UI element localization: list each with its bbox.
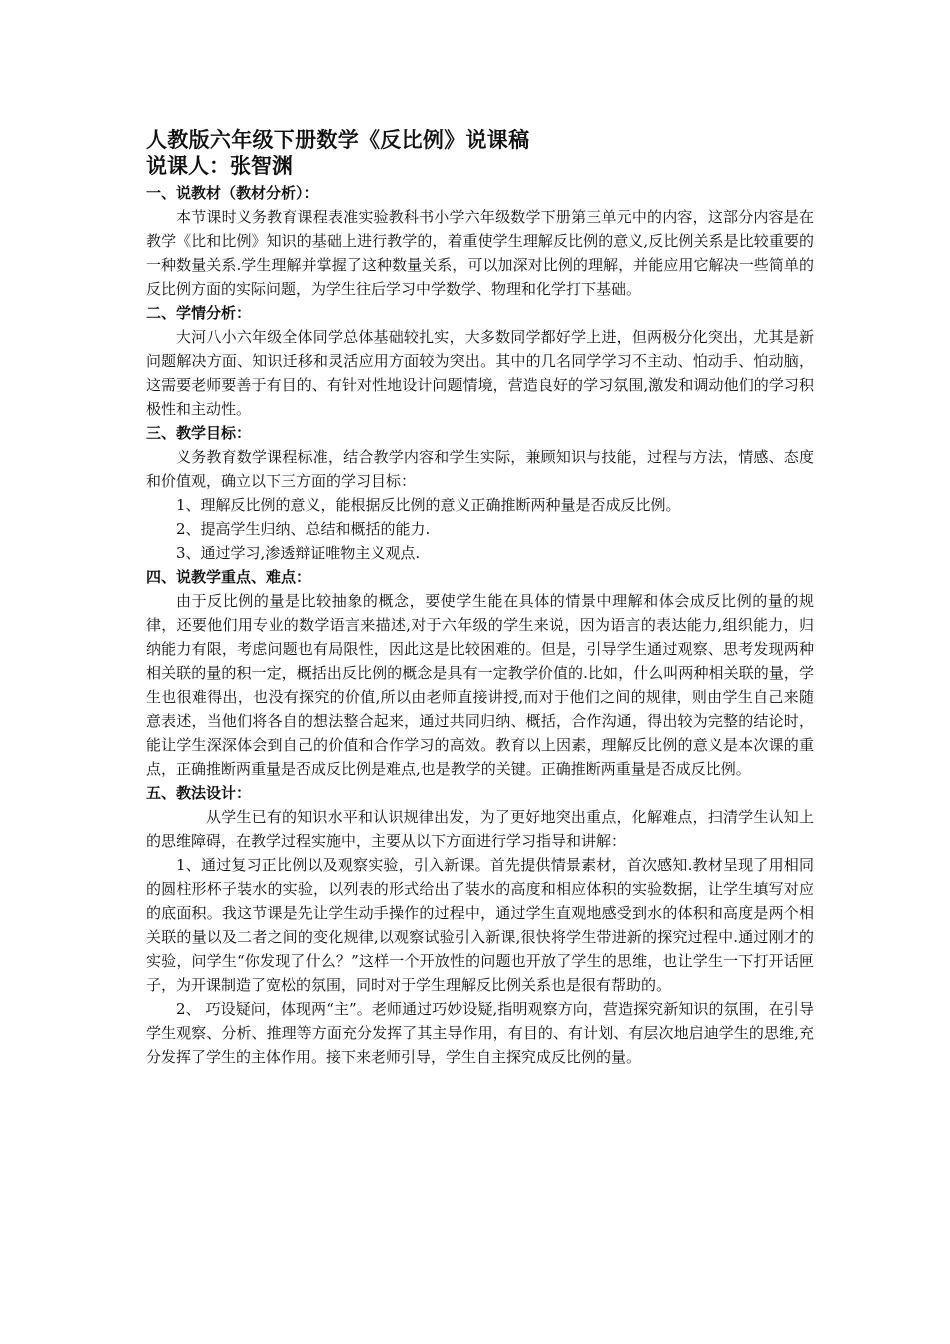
section-paragraph: 1、通过复习正比例以及观察实验，引入新课。首先提供情景素材，首次感知.教材呈现了用相同的圆柱形杯子装水的实验，以列表的形式给出了装水的高度和相应体积的实验数据，让学生填写对应的底面积。我这节课是先让学生动手操作的过程中，通过学生直观地感受到水的体积和高度是两个相关联的量以及二者之间的变化规律,以观察试验引入新课,很快将学生带进新的探究过程中.通过刚才的实验，问学生“你发现了什么？”这样一个开放性的问题也开放了学生的思维，也让学生一下打开话匣子，为开课制造了宽松的氛围，同时对于学生理解反比例关系也是很有帮助的。 <box>146 856 814 994</box>
section-intro-paragraph: 从学生已有的知识水平和认识规律出发，为了更好地突出重点，化解难点，扫清学生认知上的思维障碍，在教学过程实施中，主要从以下方面进行学习指导和讲解： <box>146 808 814 850</box>
document-title: 人教版六年级下册数学《反比例》说课稿 <box>146 127 530 152</box>
speaker-line: 说课人：张智渊 <box>146 153 293 178</box>
section-paragraph: 本节课时义务教育课程表准实验教科书小学六年级数学下册第三单元中的内容，这部分内容是在教学《比和比例》知识的基础上进行教学的，着重使学生理解反比例的意义,反比例关系是比较重要的一种数量关系.学生理解并掌握了这种数量关系，可以加深对比例的理解，并能应用它解决一些简单的反比例方面的实际问题，为学生往后学习中学数学、物理和化学打下基础。 <box>146 208 814 298</box>
goal-item: 3、通过学习,渗透辩证唯物主义观点. <box>176 544 421 562</box>
section-paragraph: 大河八小六年级全体同学总体基础较扎实，大多数同学都好学上进，但两极分化突出，尤其是新问题解决方面、知识迁移和灵活应用方面较为突出。其中的几名同学学习不主动、怕动手、怕动脑，这需要老师要善于有目的、有针对性地设计问题情境，营造良好的学习氛围,激发和调动他们的学习积极性和主动性。 <box>146 328 814 418</box>
section-heading-teaching-goals: 三、教学目标： <box>146 424 252 442</box>
section-paragraph: 由于反比例的量是比较抽象的概念，要使学生能在具体的情景中理解和体会成反比例的量的规律，还要他们用专业的数学语言来描述,对于六年级的学生来说，因为语言的表达能力,组织能力，归纳能力有限，考虑问题也有局限性，因此这是比较困难的。但是，引导学生通过观察、思考发现两种相关联的量的积一定，概括出反比例的概念是具有一定教学价值的.比如，什么叫两种相关联的量，学生也很难得出，也没有探究的价值,所以由老师直接讲授,而对于他们之间的规律，则由学生自己来随意表述，当他们将各自的想法整合起来，通过共同归纳、概括，合作沟通，得出较为完整的结论时，能让学生深深体会到自己的价值和合作学习的高效。教育以上因素，理解反比例的意义是本次课的重点，正确推断两重量是否成反比例是难点,也是教学的关键。正确推断两重量是否成反比例。 <box>146 592 814 778</box>
section-paragraph: 义务教育数学课程标准，结合教学内容和学生实际，兼顾知识与技能，过程与方法，情感、态度和价值观，确立以下三方面的学习目标： <box>146 448 814 490</box>
section-heading-key-points: 四、说教学重点、难点： <box>146 568 312 586</box>
section-heading-student-analysis: 二、学情分析： <box>146 304 252 322</box>
section-heading-teaching-method: 五、教法设计： <box>146 784 252 802</box>
section-paragraph: 2、 巧设疑问，体现两“主”。老师通过巧妙设疑,指明观察方向，营造探究新知识的氛围，在引导学生观察、分析、推理等方面充分发挥了其主导作用，有目的、有计划、有层次地启迪学生的思维,充分发挥了学生的主体作用。接下来老师引导，学生自主探究成反比例的量。 <box>146 1000 814 1066</box>
goal-item: 2、提高学生归纳、总结和概括的能力. <box>176 520 431 538</box>
document-page <box>146 127 814 1069</box>
goal-item: 1、理解反比例的意义，能根据反比例的意义正确推断两种量是否成反比例。 <box>176 496 681 514</box>
section-heading-teaching-material: 一、说教材（教材分析）： <box>146 184 319 202</box>
